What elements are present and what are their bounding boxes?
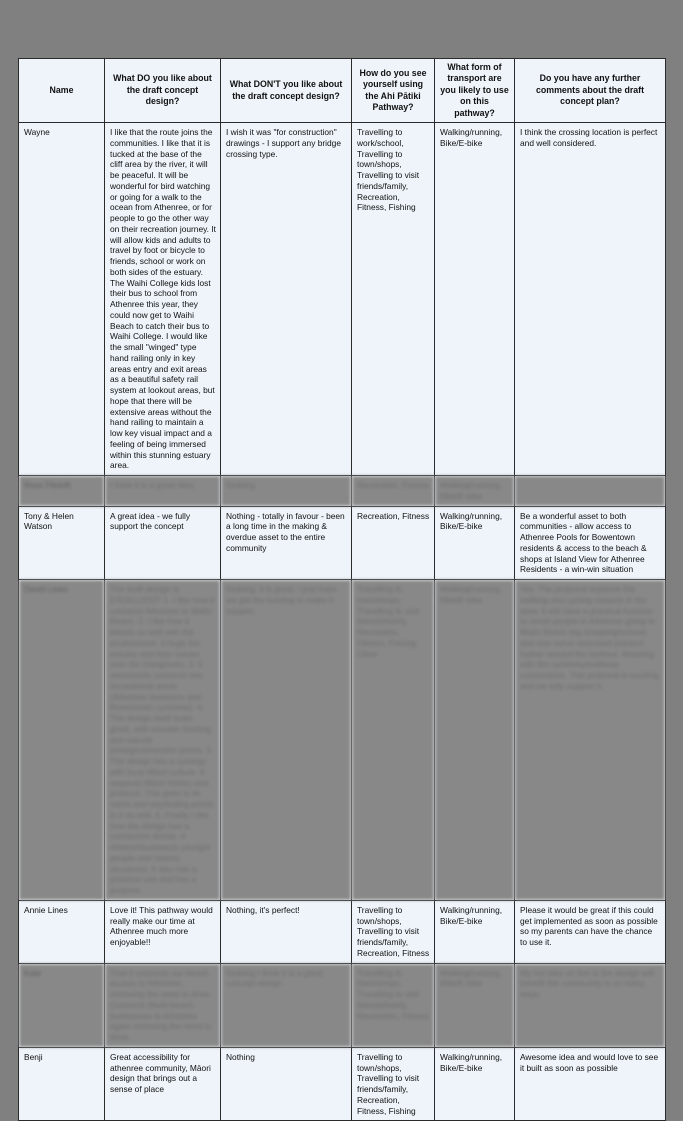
survey-feedback-table bbox=[18, 58, 666, 1121]
cell-like: I think it is a great idea bbox=[105, 476, 221, 507]
cell-use: Travelling to town/shops, Travelling to visit friends/family, Recreation, Fitness, Fishing bbox=[352, 1047, 435, 1121]
column-header-name: Name bbox=[19, 59, 105, 123]
cell-like: Love it! This pathway would really make our time at Athenree much more enjoyable!! bbox=[105, 900, 221, 963]
cell-like: That it connects our beach access to Athenree, removing the need to drive. Connects Waihi beach businesses to Athenree again removing the need to drive. bbox=[105, 963, 221, 1047]
column-header-use: How do you see yourself using the Ahi Pātiki Pathway? bbox=[352, 59, 435, 123]
cell-name: Kate bbox=[19, 963, 105, 1047]
cell-further: Awesome idea and would love to see it built as soon as possible bbox=[515, 1047, 666, 1121]
cell-further: Be a wonderful asset to both communities - allow access to Athenree Pools for Bowentown residents & access to the beach & shops at Island View for Athenree Residents - a win-win situation bbox=[515, 506, 666, 580]
cell-further: Please it would be great if this could get implemented as soon as possible so my parents can have the chance to use it. bbox=[515, 900, 666, 963]
column-header-further: Do you have any further comments about the draft concept plan? bbox=[515, 59, 666, 123]
cell-transport: Walking/running, Bike/E-bike bbox=[435, 963, 515, 1047]
cell-name: Benji bbox=[19, 1047, 105, 1121]
table-header bbox=[19, 59, 666, 123]
cell-use: Recreation, Fitness bbox=[352, 476, 435, 507]
cell-name: Tony & Helen Watson bbox=[19, 506, 105, 580]
cell-further: Yes. The proposal expands the walking and cycling network in the area. It will have a practical function to assist people in Athenree going to Waihi Beach (eg shopping/school) and also serve as/school precinct further around the harbour. Amazing with the cycleway/walkway connections. This proposal is exciting and we fully support it. bbox=[515, 580, 666, 901]
table-row bbox=[19, 506, 666, 580]
cell-transport: Walking/running, Bike/E-bike bbox=[435, 506, 515, 580]
cell-like: A great idea - we fully support the concept bbox=[105, 506, 221, 580]
table-body bbox=[19, 123, 666, 1121]
table-row bbox=[19, 580, 666, 901]
cell-transport: Walking/running, Bike/E-bike bbox=[435, 476, 515, 507]
table-row bbox=[19, 476, 666, 507]
cell-name: Ross Flintoft bbox=[19, 476, 105, 507]
cell-name: Wayne bbox=[19, 123, 105, 476]
table-row bbox=[19, 1047, 666, 1121]
cell-dislike: I wish it was "for construction" drawings - I support any bridge crossing type. bbox=[221, 123, 352, 476]
cell-transport: Walking/running, Bike/E-bike bbox=[435, 900, 515, 963]
cell-dislike: Nothing bbox=[221, 1047, 352, 1121]
cell-dislike: Nothing, it's perfect! bbox=[221, 900, 352, 963]
cell-further bbox=[515, 476, 666, 507]
table-header-row bbox=[19, 59, 666, 123]
cell-use: Recreation, Fitness bbox=[352, 506, 435, 580]
document-page bbox=[18, 58, 665, 1121]
cell-use: Travelling to town/shops, Travelling to visit friends/family, Recreation, Fitness bbox=[352, 963, 435, 1047]
cell-dislike: Nothing - totally in favour - been a long time in the making & overdue asset to the entire community bbox=[221, 506, 352, 580]
cell-further: I think the crossing location is perfect and well considered. bbox=[515, 123, 666, 476]
table-row bbox=[19, 900, 666, 963]
cell-like: Great accessibility for athenree community, Māori design that brings out a sense of place bbox=[105, 1047, 221, 1121]
cell-transport: Walking/running, Bike/E-bike bbox=[435, 580, 515, 901]
column-header-transport: What form of transport are you likely to use on this pathway? bbox=[435, 59, 515, 123]
cell-further: My hot take on this is the design will benefit the community in so many ways. bbox=[515, 963, 666, 1047]
cell-dislike: Nothing, it is great. I just hope we get the funding to make it happen. bbox=[221, 580, 352, 901]
cell-dislike: Nothing I think it is a great concept design bbox=[221, 963, 352, 1047]
cell-like: I like that the route joins the communities. I like that it is tucked at the base of the cliff area by the river, it will be peaceful. It will be wonderful for bird watching or going for a walk to the ocean from Athenree, or for people to go the other way on their recreation journey. It will allow kids and adults to travel by foot or bicycle to friends, school or work on both sides of the estuary. The Waihi College kids lost their bus to school from Athenree this year, they could now get to Waihi Beach to catch their bus to Waihi College. I would like the small "winged" type hand railing only in key areas entry and exit areas as a beautiful safety rail system at lookout areas, but hope that there will be extensive areas without the hand railing to maintain a low key visual impact and a feeling of being immersed within this stunning estuary area. bbox=[105, 123, 221, 476]
cell-transport: Walking/running, Bike/E-bike bbox=[435, 1047, 515, 1121]
cell-use: Travelling to town/shops, Travelling to visit friends/family, Recreation, Fitness, Fishing, Other bbox=[352, 580, 435, 901]
column-header-like: What DO you like about the draft concept design? bbox=[105, 59, 221, 123]
cell-name: David Lines bbox=[19, 580, 105, 901]
cell-use: Travelling to work/school, Travelling to town/shops, Travelling to visit friends/family, Recreation, Fitness, Fishing bbox=[352, 123, 435, 476]
cell-transport: Walking/running, Bike/E-bike bbox=[435, 123, 515, 476]
cell-use: Travelling to town/shops, Travelling to visit friends/family, Recreation, Fitness bbox=[352, 900, 435, 963]
cell-name: Annie Lines bbox=[19, 900, 105, 963]
cell-like: The draft design is EXCELLENT! 1. I like how it connects Athenree to Waihi Beach. 2. I like how it blends so well with the environment. It hugs the estuary and then curves over the mangroves. 3. It seamlessly connects two recreational areas (Athenree foreshore and Bowentown cycleway). 4. The design itself looks great, with wooden framing, and natural joining/connection points. 5. The design has a synergy with local Māori culture. It respects Māori history and protocol. This goes to its name and wayfinding points in it as well. 6. Finally I like how the design has a connection theme. It relates/reconnects younger people and historic structures. It also has a practical use and has a purpose. bbox=[105, 580, 221, 901]
column-header-dislike: What DON'T you like about the draft concept design? bbox=[221, 59, 352, 123]
table-row bbox=[19, 123, 666, 476]
table-row bbox=[19, 963, 666, 1047]
cell-dislike: Nothing bbox=[221, 476, 352, 507]
